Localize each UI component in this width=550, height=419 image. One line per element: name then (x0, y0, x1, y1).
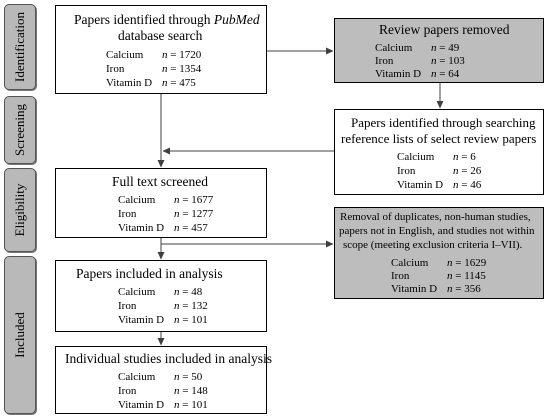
box-title: Review papers removed (379, 22, 510, 37)
box-review-removed: Review papers removed Calcium n = 49 Iron n = 103 Vitamin D n = 64 (334, 18, 544, 83)
box-individual-studies: Individual studies included in analysis Calcium n = 50 Iron n = 148 Vitamin D n = 101 (55, 346, 267, 414)
stage-label: Screening (12, 104, 27, 156)
box-title: Papers identified through searching (351, 115, 536, 130)
box-title: Individual studies included in analysis (65, 351, 272, 366)
box-reference-lists: Papers identified through searching reference lists of select review papers Calcium n = 6 Iron n = 26 Vitamin D n = 46 (334, 109, 544, 195)
stage-label: Identification (12, 11, 27, 83)
box-title: Removal of duplicates, non-human studies, (340, 211, 531, 223)
box-title: reference lists of select review papers (341, 131, 537, 146)
box-title: Papers identified through PubMed (74, 12, 260, 27)
box-title: papers not in English, and studies not within (339, 225, 535, 237)
stage-included (4, 256, 36, 414)
stage-label: Eligibility (12, 183, 27, 237)
box-full-text-screened: Full text screened Calcium n = 1677 Iron n = 1277 Vitamin D n = 457 (55, 168, 267, 238)
stage-screening (4, 96, 36, 164)
box-title: Full text screened (112, 174, 208, 189)
stage-eligibility (4, 168, 36, 252)
box-papers-included: Papers included in analysis Calcium n = 48 Iron n = 132 Vitamin D n = 101 (55, 260, 267, 332)
stage-identification (4, 4, 36, 90)
stage-label: Included (12, 312, 27, 358)
box-title: Papers included in analysis (76, 266, 223, 281)
box-removal-exclusions: Removal of duplicates, non-human studies, papers not in English, and studies not within scope (meeting exclusion criteria I–VII). Calcium n = 1629 Iron n = 1145 Vitamin D n = 356 (334, 207, 544, 299)
box-title: database search (118, 28, 203, 43)
box-title: scope (meeting exclusion criteria I–VII). (343, 239, 523, 251)
box-pubmed-search: Papers identified through PubMed database search Calcium n = 1720 Iron n = 1354 Vitamin D n = 475 (55, 5, 267, 94)
